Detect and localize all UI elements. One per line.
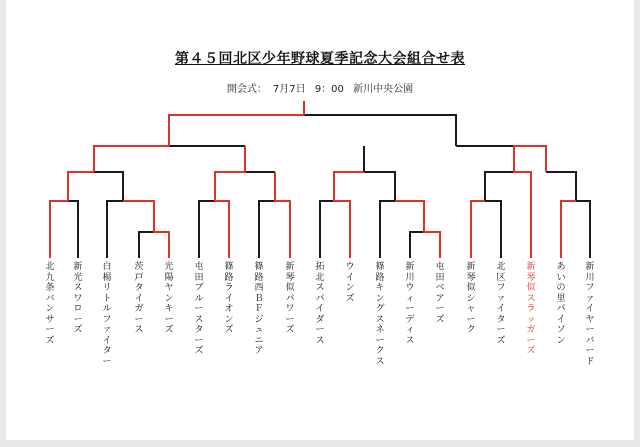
- team-name-champion: 新琴似スラッガーズ: [526, 262, 536, 356]
- team-name: 新川ウィーディス: [405, 262, 415, 346]
- team-name: 篠路西ＢＦジュニア: [254, 262, 264, 356]
- bracket-line: [546, 172, 576, 201]
- team-name: 屯田ブルースターズ: [194, 262, 204, 356]
- bracket-line: [139, 232, 154, 258]
- event-time: 9：00: [314, 84, 344, 95]
- bracket-line: [380, 201, 395, 258]
- winner-line: [514, 146, 546, 258]
- winner-line: [68, 172, 94, 201]
- team-name: 北九条バンサーズ: [45, 262, 55, 346]
- team-name: 新光スワローズ: [73, 262, 83, 335]
- bracket-lines-black: [68, 115, 590, 258]
- team-name: 新琴似シャーク: [466, 262, 476, 335]
- winner-line: [561, 201, 576, 258]
- bracket-line: [199, 201, 215, 258]
- team-name: 北区ファイターズ: [496, 262, 506, 346]
- tournament-bracket: [6, 0, 634, 440]
- bracket-line: [304, 115, 456, 146]
- bracket-line: [68, 201, 78, 258]
- winner-line: [215, 146, 245, 258]
- winner-line: [395, 201, 440, 258]
- team-name: 茨戸タイガース: [134, 262, 144, 335]
- bracket-line: [259, 201, 275, 258]
- bracket-sheet: [6, 0, 634, 440]
- bracket-line: [107, 201, 123, 258]
- team-name: 白楊リトルファイター: [102, 262, 112, 367]
- bracket-line: [485, 172, 514, 201]
- opening-label: 開会式：: [226, 84, 267, 95]
- winner-line: [334, 172, 364, 258]
- bracket-line: [94, 172, 123, 201]
- bracket-line: [364, 172, 395, 201]
- event-date: 7月7日: [272, 84, 306, 95]
- winner-line: [169, 115, 304, 146]
- team-name: 拓北スパイダース: [315, 262, 325, 346]
- bracket-line: [485, 201, 501, 258]
- team-name: 光陽ヤンキーズ: [164, 262, 174, 335]
- winner-line: [471, 201, 485, 258]
- bracket-line: [320, 201, 334, 258]
- team-name: 新琴似パワーズ: [285, 262, 295, 335]
- winner-line: [123, 201, 169, 258]
- bracket-line: [410, 232, 424, 258]
- team-name: 篠路キングスネークス: [375, 262, 385, 367]
- team-name: 新川ファイヤーバード: [585, 262, 595, 367]
- winner-line: [50, 201, 68, 258]
- event-venue: 新川中央公園: [353, 84, 414, 95]
- bracket-line: [576, 201, 590, 258]
- team-name: 篠路ライオンズ: [224, 262, 234, 335]
- team-name: 屯田ベアーズ: [435, 262, 445, 325]
- team-name: あいの里パイソン: [556, 262, 566, 346]
- winner-line: [94, 146, 169, 172]
- team-name: ウインズ: [345, 262, 355, 304]
- winner-line: [275, 172, 290, 258]
- bracket-lines-red: [50, 101, 576, 258]
- page-title: 第４５回北区少年野球夏季記念大会組合せ表: [175, 51, 465, 67]
